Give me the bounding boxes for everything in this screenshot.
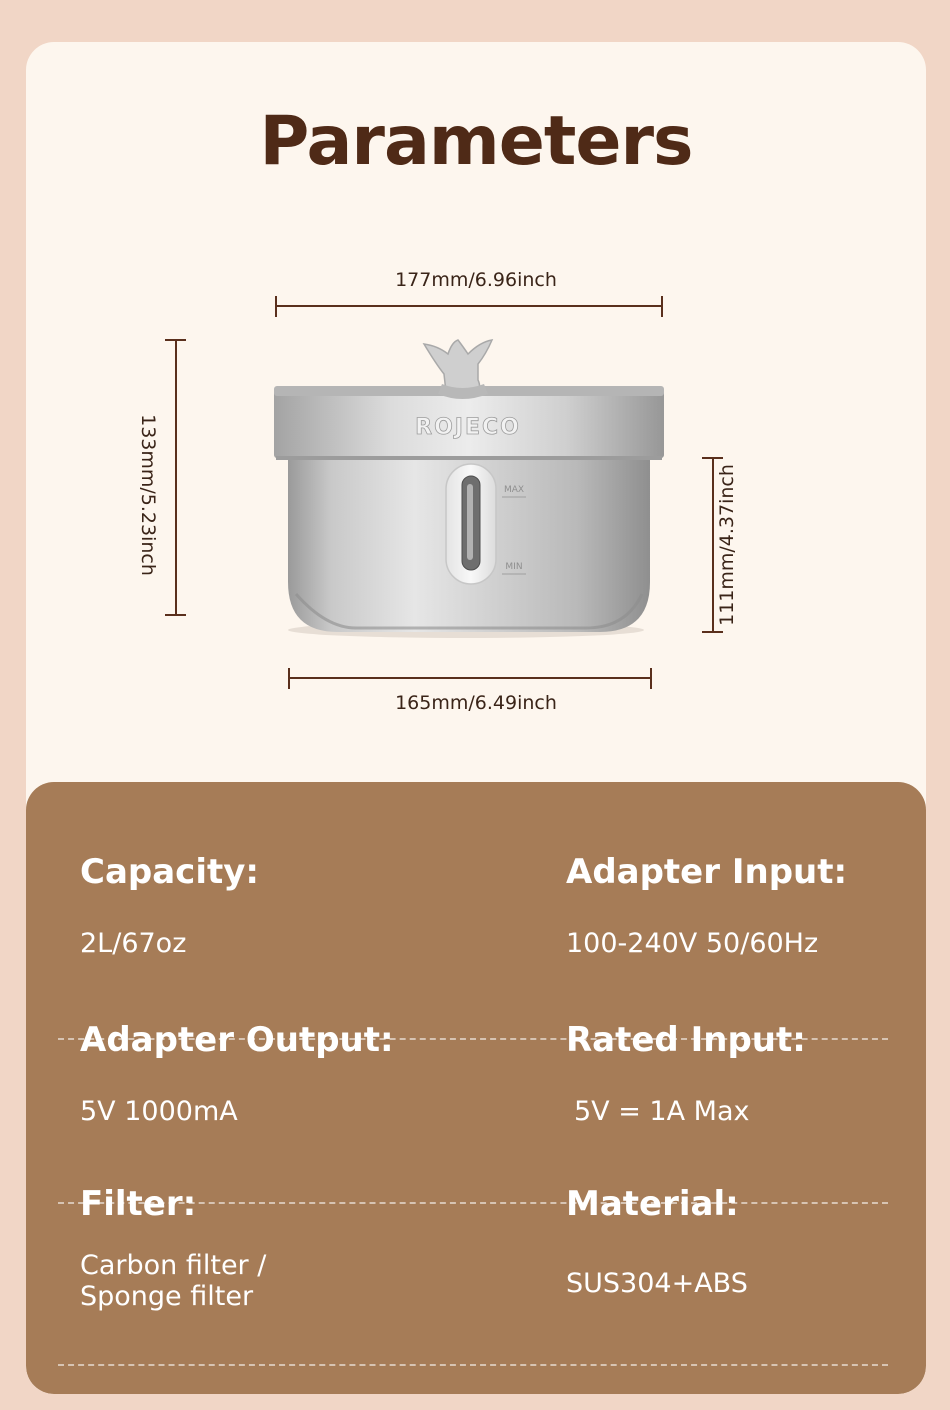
parameters-card [26, 42, 926, 1394]
spec-row [58, 852, 888, 1040]
spec-value: Carbon filter / Sponge filter [80, 1250, 267, 1312]
spec-label: Adapter Input: [566, 852, 848, 892]
spec-value: SUS304+ABS [566, 1268, 748, 1299]
spec-value: 5V 1000mA [80, 1096, 238, 1127]
spec-item [80, 852, 540, 959]
spec-item [566, 1184, 886, 1299]
spec-item [80, 1020, 540, 1127]
top-width-label: 177mm/6.96inch [395, 269, 557, 291]
body-height-label: 111mm/4.37inch [716, 464, 738, 626]
spec-label: Capacity: [80, 852, 259, 892]
spec-label: Adapter Output: [80, 1020, 394, 1060]
spec-row [58, 1020, 888, 1204]
total-height-dimension [137, 340, 186, 615]
spec-label: Filter: [80, 1184, 197, 1224]
max-level-label: MAX [503, 485, 525, 495]
pet-fountain-image [274, 340, 664, 638]
brand-logo: ROJECO [415, 415, 521, 440]
spec-label: Material: [566, 1184, 739, 1224]
spec-value: 100-240V 50/60Hz [566, 928, 819, 959]
spec-item [566, 1020, 886, 1127]
top-width-dimension [276, 269, 662, 317]
spec-item [80, 1184, 540, 1312]
spec-item [566, 852, 886, 959]
total-height-label: 133mm/5.23inch [137, 414, 159, 576]
spec-label: Rated Input: [566, 1020, 806, 1060]
spec-value: 5V = 1A Max [574, 1096, 750, 1127]
page-title: Parameters [259, 102, 693, 181]
specifications-panel [26, 782, 926, 1394]
spec-row [58, 1184, 888, 1366]
bottom-width-label: 165mm/6.49inch [395, 692, 557, 714]
spec-value: 2L/67oz [80, 928, 187, 959]
min-level-label: MIN [505, 562, 523, 572]
body-height-dimension [702, 458, 738, 632]
bottom-width-dimension [289, 668, 651, 714]
product-dimension-figure [26, 42, 926, 782]
